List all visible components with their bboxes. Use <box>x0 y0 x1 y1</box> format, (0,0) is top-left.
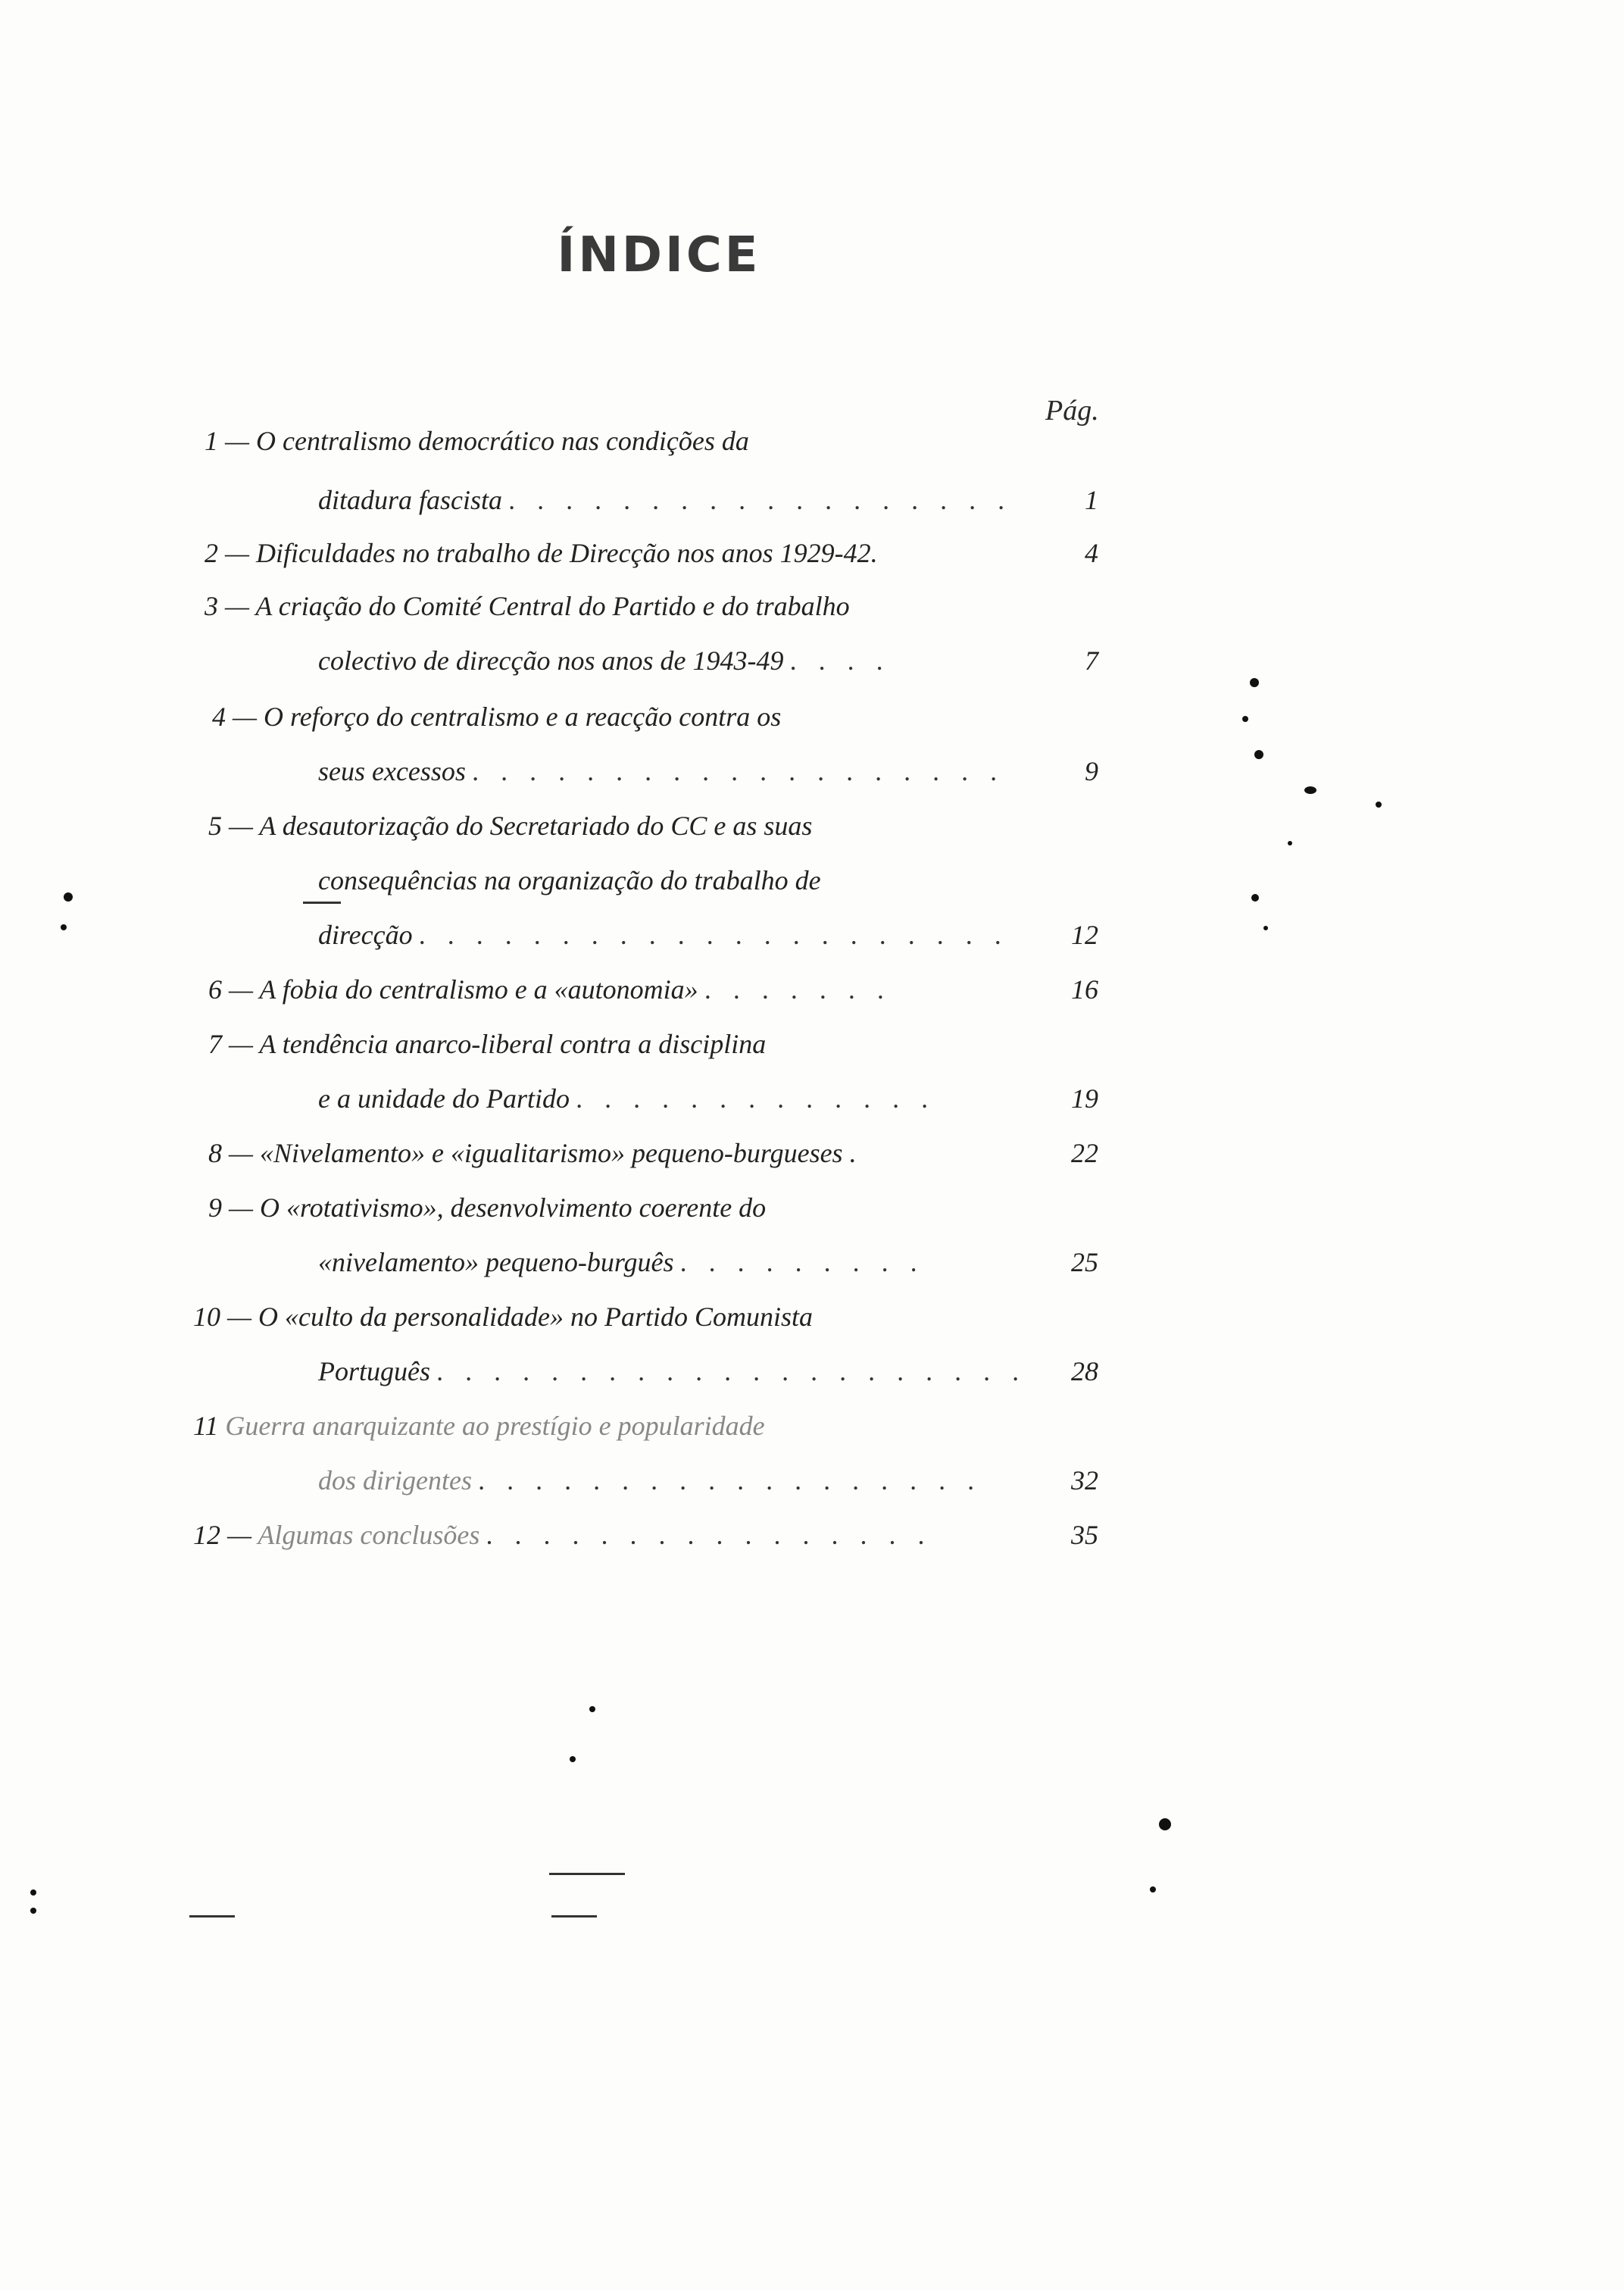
scan-speck <box>1251 894 1259 902</box>
scan-speck <box>1250 678 1259 687</box>
scan-speck <box>61 924 67 930</box>
toc-entry-10-line1: 10 — O «culto da personalidade» no Partido Comunista <box>193 1302 814 1332</box>
page-title: ÍNDICE <box>557 227 761 283</box>
toc-entry-2-line1: 2 — Dificuldades no trabalho de Direcção nos anos 1929-42. <box>205 538 878 568</box>
toc-entry-11-line2: dos dirigentes . . . . . . . . . . . . . . . . . . <box>318 1465 982 1496</box>
scan-speck <box>589 1706 595 1712</box>
scan-speck <box>1254 750 1263 759</box>
toc-entry-8-page: 22 <box>1071 1138 1098 1168</box>
toc-entry-9-page: 25 <box>1071 1247 1098 1277</box>
scan-speck <box>30 1908 36 1914</box>
scan-speck <box>1159 1818 1171 1830</box>
toc-entry-7-line2: e a unidade do Partido . . . . . . . . . . . . . <box>318 1083 936 1114</box>
scan-speck <box>64 892 73 902</box>
toc-entry-9-line2: «nivelamento» pequeno-burguês . . . . . . . . . <box>318 1247 926 1277</box>
toc-entry-2-page: 4 <box>1085 538 1098 568</box>
toc-entry-9-line1: 9 — O «rotativismo», desenvolvimento coerente do <box>208 1192 767 1223</box>
toc-entry-10-page: 28 <box>1071 1356 1098 1386</box>
toc-entry-4-line1: 4 — O reforço do centralismo e a reacção contra os <box>212 702 782 732</box>
toc-entry-6-line1: 6 — A fobia do centralismo e a «autonomia» . . . . . . . <box>208 974 892 1005</box>
toc-entry-1-line2: ditadura fascista . . . . . . . . . . . . . . . . . . <box>318 485 1013 515</box>
toc-entry-3-line1: 3 — A criação do Comité Central do Partido e do trabalho <box>205 591 850 621</box>
scan-dash <box>189 1915 235 1918</box>
scan-dash <box>303 902 341 904</box>
toc-entry-11-line1: 11 Guerra anarquizante ao prestígio e popularidade <box>193 1411 765 1441</box>
scan-dash <box>551 1915 597 1918</box>
toc-entry-1-page: 1 <box>1085 485 1098 515</box>
toc-entry-10-line2: Português . . . . . . . . . . . . . . . . . . . . . <box>318 1356 1027 1386</box>
toc-entry-3-page: 7 <box>1085 645 1098 676</box>
scan-dash <box>549 1873 625 1875</box>
toc-entry-8-line1: 8 — «Nivelamento» e «igualitarismo» pequeno-burgueses . <box>208 1138 857 1168</box>
toc-entry-11-page: 32 <box>1071 1465 1098 1496</box>
toc-entry-7-page: 19 <box>1071 1083 1098 1114</box>
scan-speck <box>1376 802 1382 808</box>
toc-entry-6-page: 16 <box>1071 974 1098 1005</box>
scan-speck <box>570 1756 576 1762</box>
toc-entry-7-line1: 7 — A tendência anarco-liberal contra a disciplina <box>208 1029 767 1059</box>
toc-entry-5-line3: direcção . . . . . . . . . . . . . . . . . . . . . <box>318 920 1010 950</box>
toc-entry-5-page: 12 <box>1071 920 1098 950</box>
toc-entry-3-line2: colectivo de direcção nos anos de 1943-49 . . . . <box>318 645 892 676</box>
scan-speck <box>1304 786 1316 794</box>
toc-entry-4-page: 9 <box>1085 756 1098 786</box>
scan-speck <box>1150 1886 1156 1892</box>
page-column-header: Pág. <box>1045 395 1099 427</box>
toc-entry-4-line2: seus excessos . . . . . . . . . . . . . . . . . . . <box>318 756 1005 786</box>
scan-speck <box>1288 841 1292 845</box>
toc-entry-12-page: 35 <box>1071 1520 1098 1550</box>
scan-speck <box>1263 926 1268 930</box>
toc-entry-5-line1: 5 — A desautorização do Secretariado do CC e as suas <box>208 811 813 841</box>
scan-speck <box>30 1889 36 1896</box>
toc-entry-1-line1: 1 — O centralismo democrático nas condições da <box>205 426 749 456</box>
toc-entry-5-line2: consequências na organização do trabalho de <box>318 865 821 895</box>
scan-speck <box>1242 716 1248 722</box>
toc-entry-12-line1: 12 — Algumas conclusões . . . . . . . . . . . . . . . . <box>193 1520 933 1550</box>
